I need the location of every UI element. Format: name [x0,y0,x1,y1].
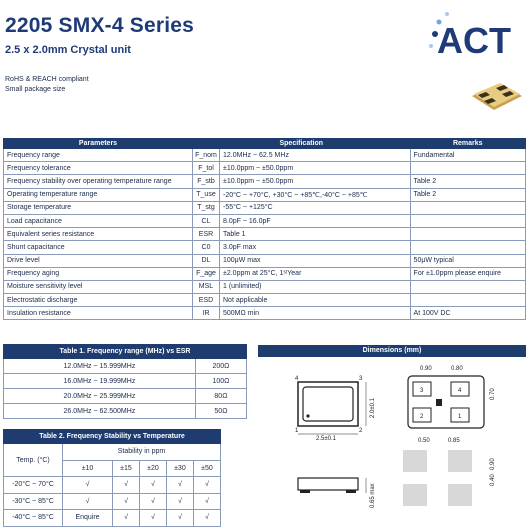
pad-width-1-label: 0.90 [420,366,432,372]
symbol-cell: T_stg [193,201,220,214]
land-width-1-label: 0.50 [418,438,430,444]
symbol-cell: MSL [193,280,220,293]
spec-row [4,201,526,214]
symbol-cell: CL [193,214,220,227]
series-subtitle: 2.5 x 2.0mm Crystal unit [5,44,131,56]
stability-row [4,493,221,510]
remark-cell: Table 2 [410,175,525,188]
pin-2-label: 2 [420,414,424,420]
stability-cell: √ [63,493,113,510]
temp-cell: -40°C ~ 85°C [4,510,63,527]
remark-header: Remarks [410,139,525,149]
width-label: 2.5±0.1 [316,436,336,442]
table2-stability [3,429,221,527]
stability-cell: √ [166,477,193,494]
symbol-cell: C0 [193,241,220,254]
temp-cell: -30°C ~ 85°C [4,493,63,510]
stability-col-header: ±30 [166,460,193,477]
stability-cell: √ [193,477,220,494]
series-title: 2205 SMX-4 Series [5,14,195,37]
table1-esr [3,344,247,419]
spec-cell: -20°C ~ +70°C, +30°C ~ +85℃,-40°C ~ +85℃ [220,188,411,201]
remark-cell [410,294,525,307]
spec-row [4,228,526,241]
param-cell: Shunt capacitance [4,241,193,254]
stability-cell: √ [113,477,140,494]
remark-cell [410,162,525,175]
esr-cell: 50Ω [195,404,246,419]
spec-row [4,241,526,254]
param-cell: Frequency tolerance [4,162,193,175]
spec-cell: ±2.0ppm at 25°C, 1ˢᵗYear [220,267,411,280]
spec-row [4,294,526,307]
stability-cell: √ [166,510,193,527]
symbol-cell: F_nom [193,149,220,162]
param-cell: Equivalent series resistance [4,228,193,241]
stability-col-header: ±50 [193,460,220,477]
stability-cell: √ [139,510,166,527]
remark-cell [410,214,525,227]
spec-row [4,175,526,188]
note-rohs: RoHS & REACH compliant [5,76,89,83]
stability-col-header: ±10 [63,460,113,477]
spec-row [4,267,526,280]
spec-cell: 100μW max [220,254,411,267]
freq-range-cell: 12.0MHz ~ 15.999MHz [4,359,196,374]
temp-cell: -20°C ~ 70°C [4,477,63,494]
corner-label-3: 3 [359,376,363,382]
param-cell: Operating temperature range [4,188,193,201]
remark-cell [410,280,525,293]
param-cell: Moisture sensitivity level [4,280,193,293]
stability-cell: √ [113,493,140,510]
symbol-cell: T_use [193,188,220,201]
spec-cell: 12.0MHz ~ 62.5 MHz [220,149,411,162]
freq-range-cell: 20.0MHz ~ 25.999MHz [4,389,196,404]
land-height-2-label: 0.40 [490,474,496,486]
remark-cell: Table 2 [410,188,525,201]
corner-label-4: 4 [295,376,299,382]
spec-header: Specification [193,139,411,149]
remark-cell [410,228,525,241]
corner-label-1: 1 [295,428,299,434]
specification-table [3,138,526,320]
remark-cell [410,201,525,214]
spec-cell: ±10.0ppm ~ ±50.0ppm [220,162,411,175]
stability-cell: √ [166,493,193,510]
spec-cell: ±10.0ppm ~ ±50.0ppm [220,175,411,188]
spec-cell: 3.0pF max [220,241,411,254]
spec-cell: Table 1 [220,228,411,241]
stability-cell: √ [193,510,220,527]
symbol-cell: ESR [193,228,220,241]
note-small-package: Small package size [5,86,66,93]
esr-cell: 100Ω [195,374,246,389]
remark-cell: Fundamental [410,149,525,162]
spec-cell: 1 (unlimited) [220,280,411,293]
spec-row [4,188,526,201]
symbol-cell: DL [193,254,220,267]
pad-height-label: 0.70 [490,388,496,400]
symbol-cell: F_stb [193,175,220,188]
stability-cell: √ [139,477,166,494]
symbol-cell: F_age [193,267,220,280]
esr-row [4,404,247,419]
dimensions-title: Dimensions (mm) [258,345,526,357]
corner-label-2: 2 [359,428,363,434]
param-header: Parameters [4,139,193,149]
param-cell: Drive level [4,254,193,267]
crystal-chip-image [468,78,524,112]
thickness-label: 0.65 max [370,483,376,508]
symbol-cell: F_tol [193,162,220,175]
stability-row [4,477,221,494]
stability-cell: √ [113,510,140,527]
stability-cell: Enquire [63,510,113,527]
temp-header: Temp. (°C) [4,444,63,477]
remark-cell: 50μW typical [410,254,525,267]
param-cell: Insulation resistance [4,307,193,320]
pin-1-label: 1 [458,414,462,420]
dimensions-drawing [258,358,528,518]
spec-cell: 8.0pF ~ 16.0pF [220,214,411,227]
act-logo [425,8,523,64]
pad-width-2-label: 0.80 [451,366,463,372]
esr-row [4,359,247,374]
spec-cell: -55°C ~ +125°C [220,201,411,214]
stability-cell: √ [63,477,113,494]
remark-cell: At 100V DC [410,307,525,320]
stability-cell: √ [139,493,166,510]
spec-row [4,162,526,175]
esr-cell: 80Ω [195,389,246,404]
pin-4-label: 4 [458,388,462,394]
freq-range-cell: 26.0MHz ~ 62.500MHz [4,404,196,419]
spec-row [4,254,526,267]
land-width-2-label: 0.85 [448,438,460,444]
spec-row [4,214,526,227]
stability-col-header: ±20 [139,460,166,477]
height-label: 2.0±0.1 [370,398,376,418]
stability-header: Stability in ppm [63,444,221,461]
spec-row [4,280,526,293]
esr-row [4,374,247,389]
logo-text: ACT [437,20,511,61]
symbol-cell: ESD [193,294,220,307]
param-cell: Electrostatic discharge [4,294,193,307]
param-cell: Frequency aging [4,267,193,280]
esr-cell: 200Ω [195,359,246,374]
remark-cell [410,241,525,254]
param-cell: Storage temperature [4,201,193,214]
freq-range-cell: 16.0MHz ~ 19.999MHz [4,374,196,389]
spec-cell: 500MΩ min [220,307,411,320]
table2-title: Table 2. Frequency Stability vs Temperature [4,430,221,444]
symbol-cell: IR [193,307,220,320]
pin-3-label: 3 [420,388,424,394]
param-cell: Frequency stability over operating temperature range [4,175,193,188]
spec-row [4,307,526,320]
spec-cell: Not applicable [220,294,411,307]
land-height-1-label: 0.90 [490,458,496,470]
param-cell: Load capacitance [4,214,193,227]
param-cell: Frequency range [4,149,193,162]
spec-row [4,149,526,162]
remark-cell: For ±1.0ppm please enquire [410,267,525,280]
table1-title: Table 1. Frequency range (MHz) vs ESR [4,345,247,359]
esr-row [4,389,247,404]
stability-cell: √ [193,493,220,510]
stability-col-header: ±15 [113,460,140,477]
